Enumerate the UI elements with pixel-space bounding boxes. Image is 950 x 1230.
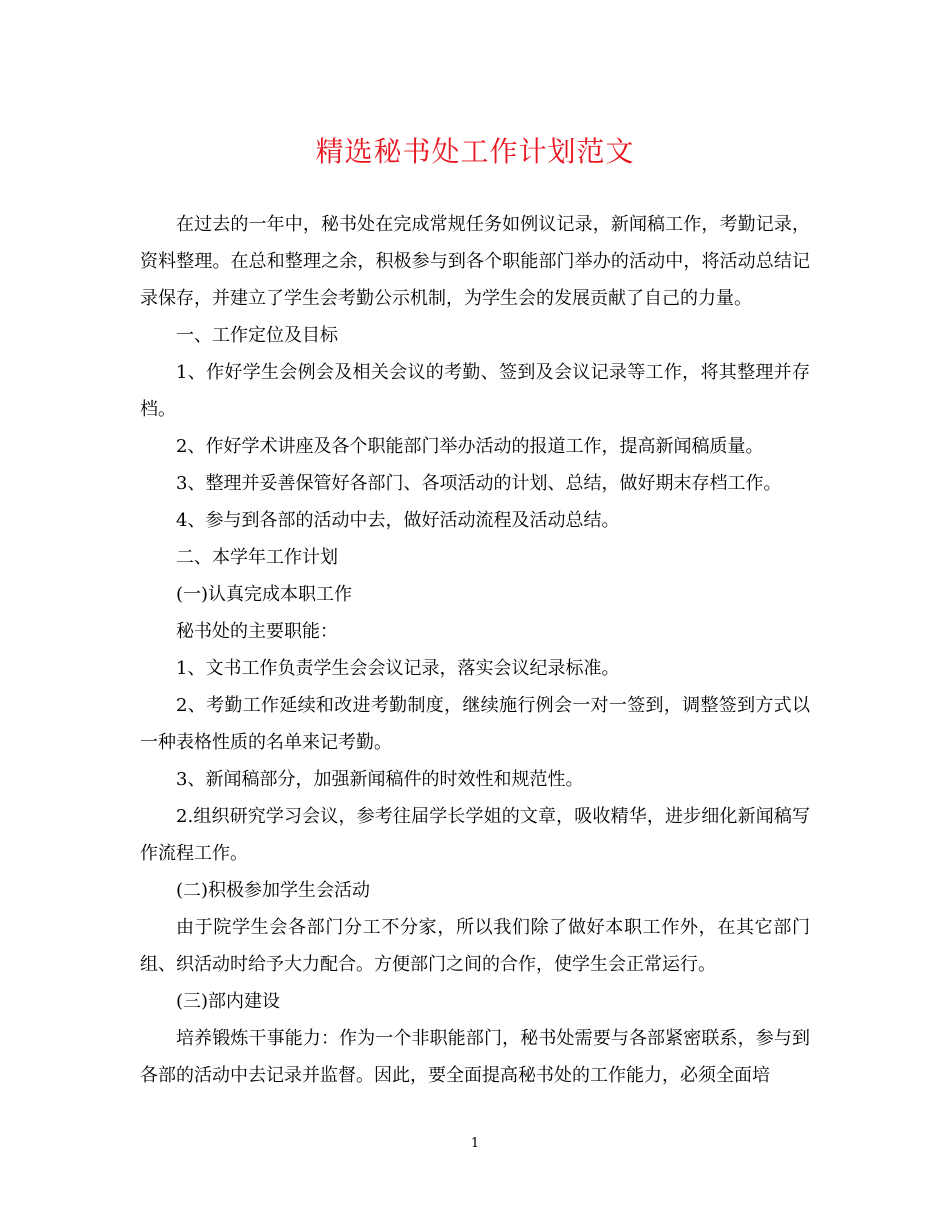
- heading-section-2: 二、本学年工作计划: [176, 547, 338, 568]
- list-item-goal-2: 2、作好学术讲座及各个职能部门举办活动的报道工作，提高新闻稿质量。: [176, 436, 764, 457]
- list-item-goal-4: 4、参与到各部的活动中去，做好活动流程及活动总结。: [176, 510, 620, 531]
- list-item-duty-1: 1、文书工作负责学生会会议记录，落实会议纪录标准。: [176, 658, 620, 679]
- paragraph-duties-label: 秘书处的主要职能：: [176, 621, 338, 642]
- subheading-3: (三)部内建设: [176, 991, 281, 1012]
- heading-section-1: 一、工作定位及目标: [176, 325, 338, 346]
- list-item-duty-3: 3、新闻稿部分，加强新闻稿件的时效性和规范性。: [176, 769, 584, 790]
- paragraph-training: 培养锻炼干事能力：作为一个非职能部门，秘书处需要与各部紧密联系，参与到各部的活动中去记录并监督。因此，要全面提高秘书处的工作能力，必须全面培: [140, 1028, 810, 1086]
- document-body: [140, 206, 810, 1094]
- subheading-1: (一)认真完成本职工作: [176, 584, 353, 605]
- paragraph-intro: 在过去的一年中，秘书处在完成常规任务如例议记录，新闻稿工作，考勤记录，资料整理。在总和整理之余，积极参与到各个职能部门举办的活动中，将活动总结记录保存，并建立了学生会考勤公示机制，为学生会的发展贡献了自己的力量。: [140, 214, 810, 309]
- paragraph-cooperation: 由于院学生会各部门分工不分家，所以我们除了做好本职工作外，在其它部门组、织活动时给予大力配合。方便部门之间的合作，使学生会正常运行。: [140, 917, 810, 975]
- subheading-2: (二)积极参加学生会活动: [176, 880, 371, 901]
- list-item-duty-2: 2、考勤工作延续和改进考勤制度，继续施行例会一对一签到，调整签到方式以一种表格性质的名单来记考勤。: [140, 695, 810, 753]
- list-item-goal-3: 3、整理并妥善保管好各部门、各项活动的计划、总结，做好期末存档工作。: [176, 473, 782, 494]
- list-item-duty-4: 2.组织研究学习会议，参考往届学长学姐的文章，吸收精华，进步细化新闻稿写作流程工作。: [140, 806, 810, 864]
- document-title: 精选秘书处工作计划范文: [315, 135, 635, 168]
- page-number: 1: [470, 1136, 480, 1151]
- list-item-goal-1: 1、作好学生会例会及相关会议的考勤、签到及会议记录等工作，将其整理并存档。: [140, 362, 810, 420]
